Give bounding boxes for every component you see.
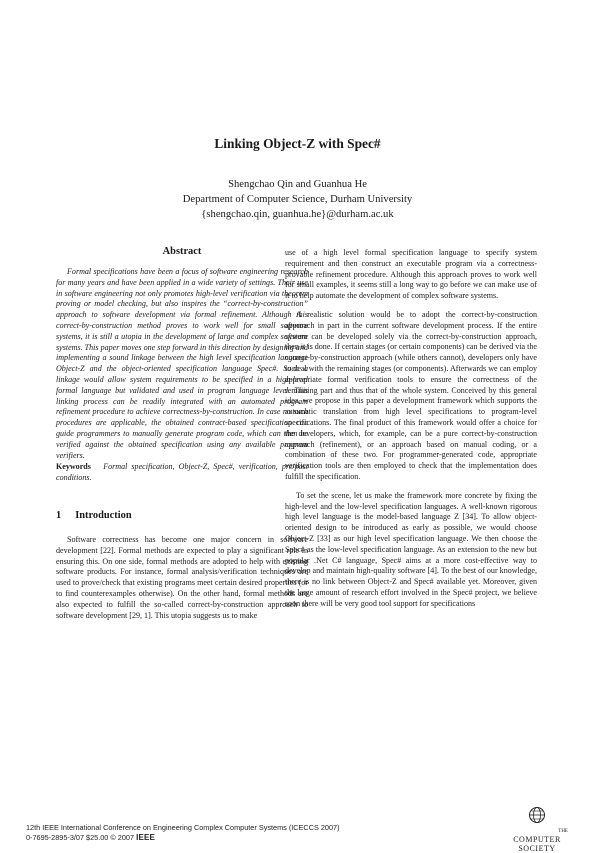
- ieee-logo: IEEE: [136, 832, 156, 842]
- author-block: [0, 177, 595, 222]
- intro-paragraph-1: Software correctness has become one major concern in software development [22]. Formal methods are expected to play a significant role in ensuring this. On one side, formal methods are adopted to help with existing software products. For instance, formal analysis/verification techniques are used to prove/check that existing programs meet certain desired properties (or to find counterexamples otherwise). On the other hand, formal methods are also expected to fulfill the so-called correct-by-construction approach to software development [29, 1]. This utopia suggests us to make: [56, 534, 308, 620]
- keywords-label: Keywords: [56, 462, 91, 472]
- logo-line-1: COMPUTER: [513, 835, 561, 844]
- author-affiliation: Department of Computer Science, Durham University: [182, 194, 413, 205]
- left-column: [56, 246, 308, 621]
- footer-conference: 12th IEEE International Conference on Engineering Complex Computer Systems (ICECCS 2007): [26, 823, 340, 832]
- globe-icon: [528, 806, 546, 824]
- author-email: {shengchao.qin, guanhua.he}@durham.ac.uk: [201, 209, 394, 220]
- logo-the: THE: [558, 829, 568, 834]
- section-title: Introduction: [75, 509, 132, 521]
- abstract-heading: Abstract: [162, 246, 202, 257]
- abstract-body: Formal specifications have been a focus of software engineering research for many years and have been applied in a wide variety of settings. Their use in software engineering not only promotes high-level verification via theorem proving or model checking, but also inspires the “correct-by-construction” approach to software development via formal refinement. Although this correct-by-construction method proves to work well for small software systems, it is still a utopia in the development of large and complex software systems. This paper moves one step forward in this direction by designing and implementing a sound linkage between the high level specification language Object-Z and the object-oriented specification language Spec#. Such a linkage would allow system requirements to be specified in a high-level formal language but validated and used in program language level. This linking process can be readily integrated with an automated program refinement procedure to achieve correctness-by-construction. In case no such procedures are applicable, the obtained contract-based specification can guide programmers to manually generate program code, which can then be verified against the obtained specification using any available program verifiers.: [56, 267, 308, 460]
- right-paragraph-1: use of a high level formal specification language to specify system requirement and then construct an executable program via a correctness-provable refinement procedure. Although this approach proves to work well for small examples, it seems still a long way to go before we can make use of it to help automate the development of complex software systems.: [285, 248, 537, 301]
- footer-copyright: [26, 833, 340, 843]
- footer: [26, 823, 340, 842]
- paper-title: Linking Object-Z with Spec#: [214, 136, 381, 151]
- keywords-text: Formal specification, Object-Z, Spec#, verification, pre/post conditions.: [56, 462, 308, 483]
- author-names: Shengchao Qin and Guanhua He: [228, 179, 367, 190]
- computer-society-logo: [500, 806, 574, 853]
- right-column: [285, 248, 537, 610]
- logo-line-2: SOCIETY: [518, 844, 556, 853]
- footer-isbn: 0-7695-2895-3/07 $25.00 © 2007: [26, 832, 135, 842]
- right-paragraph-2: A realistic solution would be to adopt the correct-by-construction approach in part in the current software development process. If the entire system can be developed solely via the correct-by-construction approach, then it is done. If certain stages (or certain components) can be derived via the correct-by-construction approach (while others cannot), developers only have to deal with the remaining stages (or components). Afterwards we can employ appropriate formal verification tools to ensure the correctness of the remaining part and thus that of the whole system. Conceived by this general idea, we propose in this paper a development framework which supports the automatic translation from high level specifications to program-level specifications. The final product of this framework would offer a choice for the developers, which, for example, can be a pure correct-by-construction approach (refinement), or an approach based on manual coding, or a combination of these two. For programmer-generated code, appropriate verification tools are then employed to check that the implementation does fulfill the specification.: [285, 309, 537, 481]
- keywords: [56, 462, 308, 484]
- right-paragraph-3: To set the scene, let us make the framework more concrete by fixing the high-level and the low-level specification languages. A well-known rigorous high level language is the model-based language Z [34]. To allow object-oriented design to be introduced as early as possible, we would choose Object-Z [33] as our high level specification language. We then choose the Spec# as the low-level specification language. As an extension to the new but popular .Net C# language, Spec# aims at a more cost-effective way to develop and maintain high-quality software [4]. To the best of our knowledge, there is no link between Object-Z and Spec# available yet. Moreover, given the large amount of research effort involved in the Spec# project, we believe soon there will be very good tool support for specifications: [285, 490, 537, 608]
- introduction-heading: [56, 510, 308, 521]
- section-number: 1: [56, 509, 62, 521]
